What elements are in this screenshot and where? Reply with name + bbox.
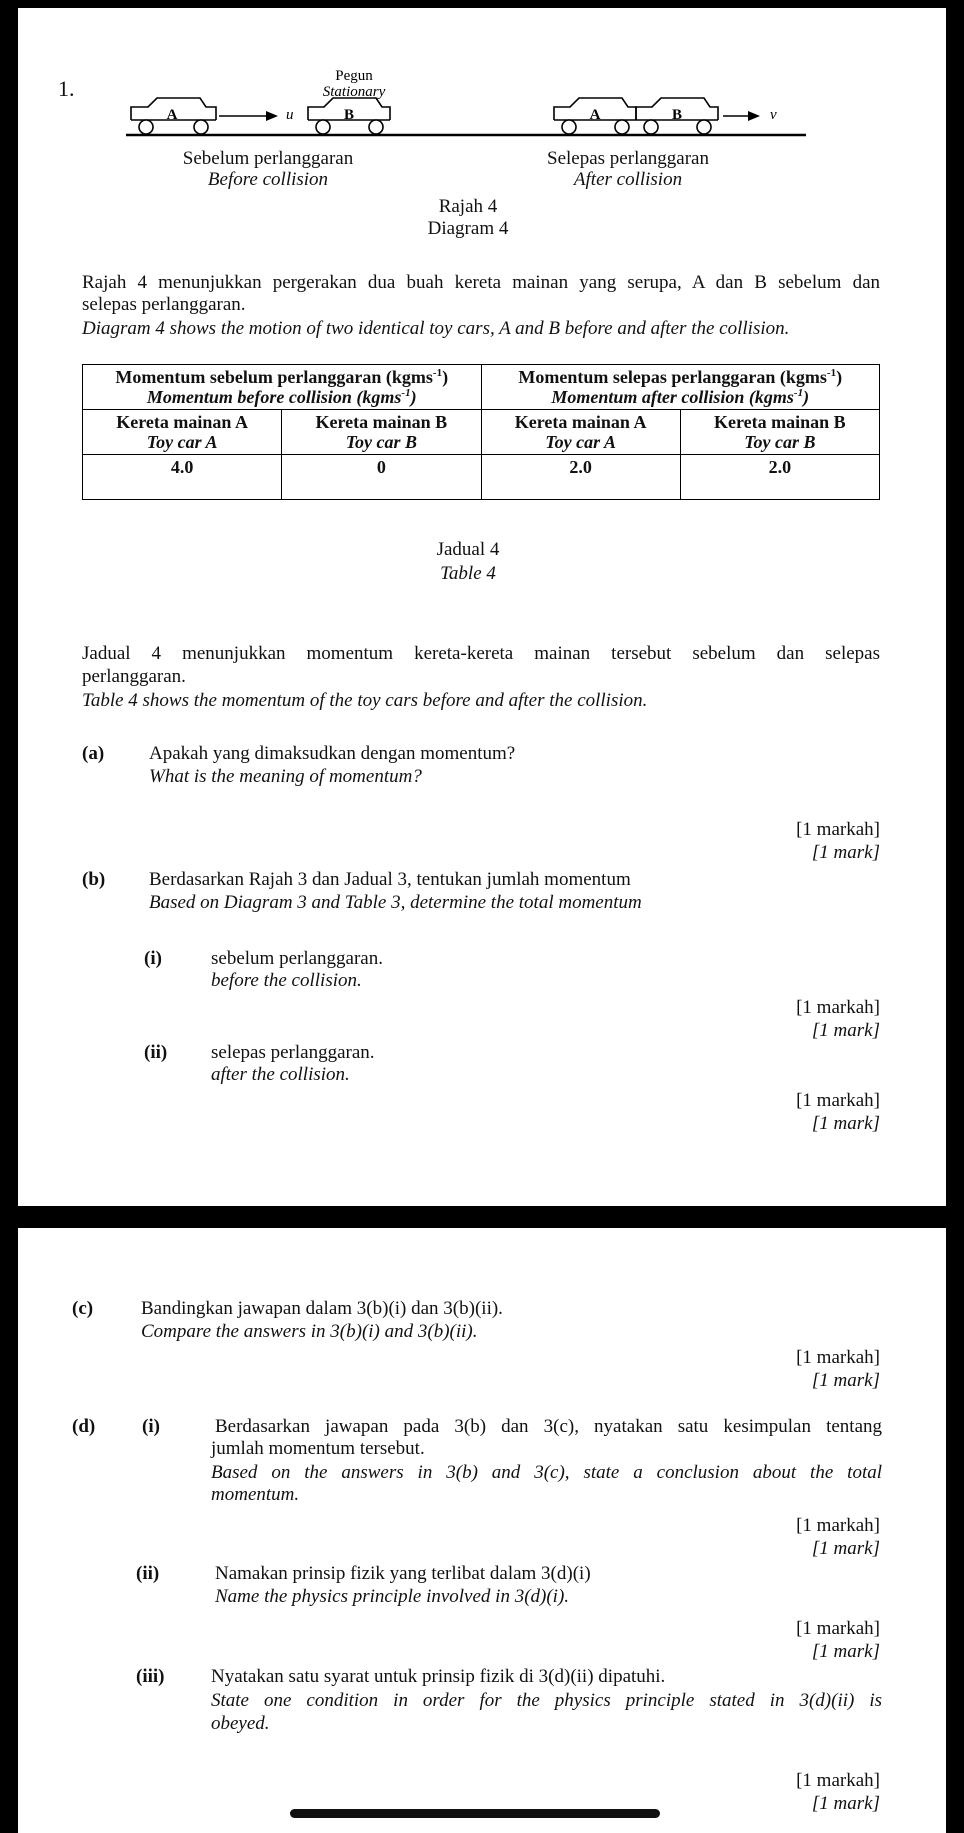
question-bi-ms: sebelum perlanggaran. [211,948,383,969]
question-c-en: Compare the answers in 3(b)(i) and 3(b)(ii). [141,1321,478,1342]
value-after-b: 2.0 [680,455,879,500]
question-diii-en-1: State one condition in order for the physics principle stated in 3(d)(ii) is [211,1690,882,1711]
marks-diii-en: [1 mark] [811,1793,880,1814]
momentum-table [82,364,880,500]
question-number: 1. [58,76,75,101]
car-a-before-label: A [166,107,178,123]
table-header-row [83,365,880,410]
value-before-b: 0 [282,455,481,500]
question-b-label: (b) [82,869,106,890]
marks-di-ms: [1 markah] [796,1515,880,1536]
marks-di-en: [1 mark] [811,1538,880,1559]
marks-diii-ms: [1 markah] [796,1770,880,1791]
after-collision-ms: Selepas perlanggaran [547,148,709,169]
after-collision-en: After collision [573,169,683,190]
question-bii-en: after the collision. [211,1064,350,1085]
question-dii-ms: Namakan prinsip fizik yang terlibat dalam 3(d)(i) [215,1563,591,1584]
question-diii-label: (iii) [136,1666,165,1687]
marks-c-en: [1 mark] [811,1370,880,1391]
question-a-ms: Apakah yang dimaksudkan dengan momentum? [149,743,516,764]
value-after-a: 2.0 [481,455,680,500]
collision-diagram [18,8,946,148]
worksheet-page-1 [18,8,946,1206]
question-diii-en-2: obeyed. [211,1713,270,1734]
col-before-b-ms: Kereta mainan B [315,412,448,432]
question-a-en: What is the meaning of momentum? [149,766,422,787]
question-dii-label: (ii) [136,1563,160,1584]
car-a-after-label: A [589,107,601,123]
question-di-ms-1: Berdasarkan jawapan pada 3(b) dan 3(c), nyatakan satu kesimpulan tentang [215,1416,882,1437]
question-diii-ms: Nyatakan satu syarat untuk prinsip fizik di 3(d)(ii) dipatuhi. [211,1666,666,1687]
marks-bii-en: [1 mark] [811,1113,880,1134]
marks-dii-ms: [1 markah] [796,1618,880,1639]
table-intro-en: Table 4 shows the momentum of the toy cars before and after the collision. [82,690,648,711]
table-subheader-row [83,410,880,455]
table-row [83,455,880,500]
marks-a-ms: [1 markah] [796,819,880,840]
question-a-label: (a) [82,743,105,764]
question-bii-ms: selepas perlanggaran. [211,1042,375,1063]
value-before-a: 4.0 [83,455,282,500]
header-after-ms: Momentum selepas perlanggaran (kgms$^{-1}$) [518,367,843,387]
question-di-label: (i) [142,1416,160,1437]
marks-c-ms: [1 markah] [796,1347,880,1368]
question-c-label: (c) [72,1298,94,1319]
car-b-before-label: B [343,107,355,123]
question-di-ms-2: jumlah momentum tersebut. [211,1438,425,1459]
diagram-caption-ms: Rajah 4 [438,196,498,217]
before-collision-en: Before collision [207,169,329,190]
col-after-a-en: Toy car A [545,432,616,452]
question-b-ms: Berdasarkan Rajah 3 dan Jadual 3, tentukan jumlah momentum [149,869,631,890]
intro-line2: selepas perlanggaran. [82,294,246,315]
question-b-en: Based on Diagram 3 and Table 3, determine the total momentum [149,892,642,913]
question-dii-en: Name the physics principle involved in 3(d)(i). [215,1586,570,1607]
header-before-en: Momentum before collision (kgms$^{-1}$) [146,387,417,407]
table-intro-line2: perlanggaran. [82,666,186,687]
table-intro-line1: Jadual 4 menunjukkan momentum kereta-kereta mainan tersebut sebelum dan selepas [82,643,880,664]
table-caption-en: Table 4 [440,563,496,584]
stationary-ms-label: Pegun [335,68,373,84]
velocity-u-label: u [286,107,294,123]
question-d-label: (d) [72,1416,96,1437]
intro-en: Diagram 4 shows the motion of two identical toy cars, A and B before and after the collision. [82,318,790,339]
col-before-b-en: Toy car B [345,432,418,452]
marks-bi-en: [1 mark] [811,1020,880,1041]
table-caption-ms: Jadual 4 [436,539,500,560]
velocity-v-label: v [770,107,777,123]
worksheet-page-2 [18,1228,946,1833]
question-di-en-2: momentum. [211,1484,300,1505]
col-after-b-en: Toy car B [744,432,816,452]
car-b-after-label: B [671,107,683,123]
marks-bi-ms: [1 markah] [796,997,880,1018]
header-after-en: Momentum after collision (kgms$^{-1}$) [551,387,810,407]
question-di-en-1: Based on the answers in 3(b) and 3(c), state a conclusion about the total [211,1462,882,1483]
question-c-ms: Bandingkan jawapan dalam 3(b)(i) dan 3(b)(ii). [141,1298,503,1319]
question-bii-label: (ii) [144,1042,168,1063]
marks-bii-ms: [1 markah] [796,1090,880,1111]
col-before-a-en: Toy car A [146,432,218,452]
home-indicator[interactable] [290,1809,660,1818]
question-bi-label: (i) [144,948,162,969]
stationary-en-label: Stationary [322,84,386,100]
col-after-b-ms: Kereta mainan B [714,412,846,432]
diagram-caption-en: Diagram 4 [427,218,509,239]
marks-a-en: [1 mark] [811,842,880,863]
before-collision-ms: Sebelum perlanggaran [182,148,354,169]
col-before-a-ms: Kereta mainan A [116,412,248,432]
question-bi-en: before the collision. [211,970,362,991]
header-before-ms: Momentum sebelum perlanggaran (kgms$^{-1}$) [115,367,449,387]
col-after-a-ms: Kereta mainan A [514,412,647,432]
marks-dii-en: [1 mark] [811,1641,880,1662]
intro-line1: Rajah 4 menunjukkan pergerakan dua buah kereta mainan yang serupa, A dan B sebelum dan [82,272,880,293]
